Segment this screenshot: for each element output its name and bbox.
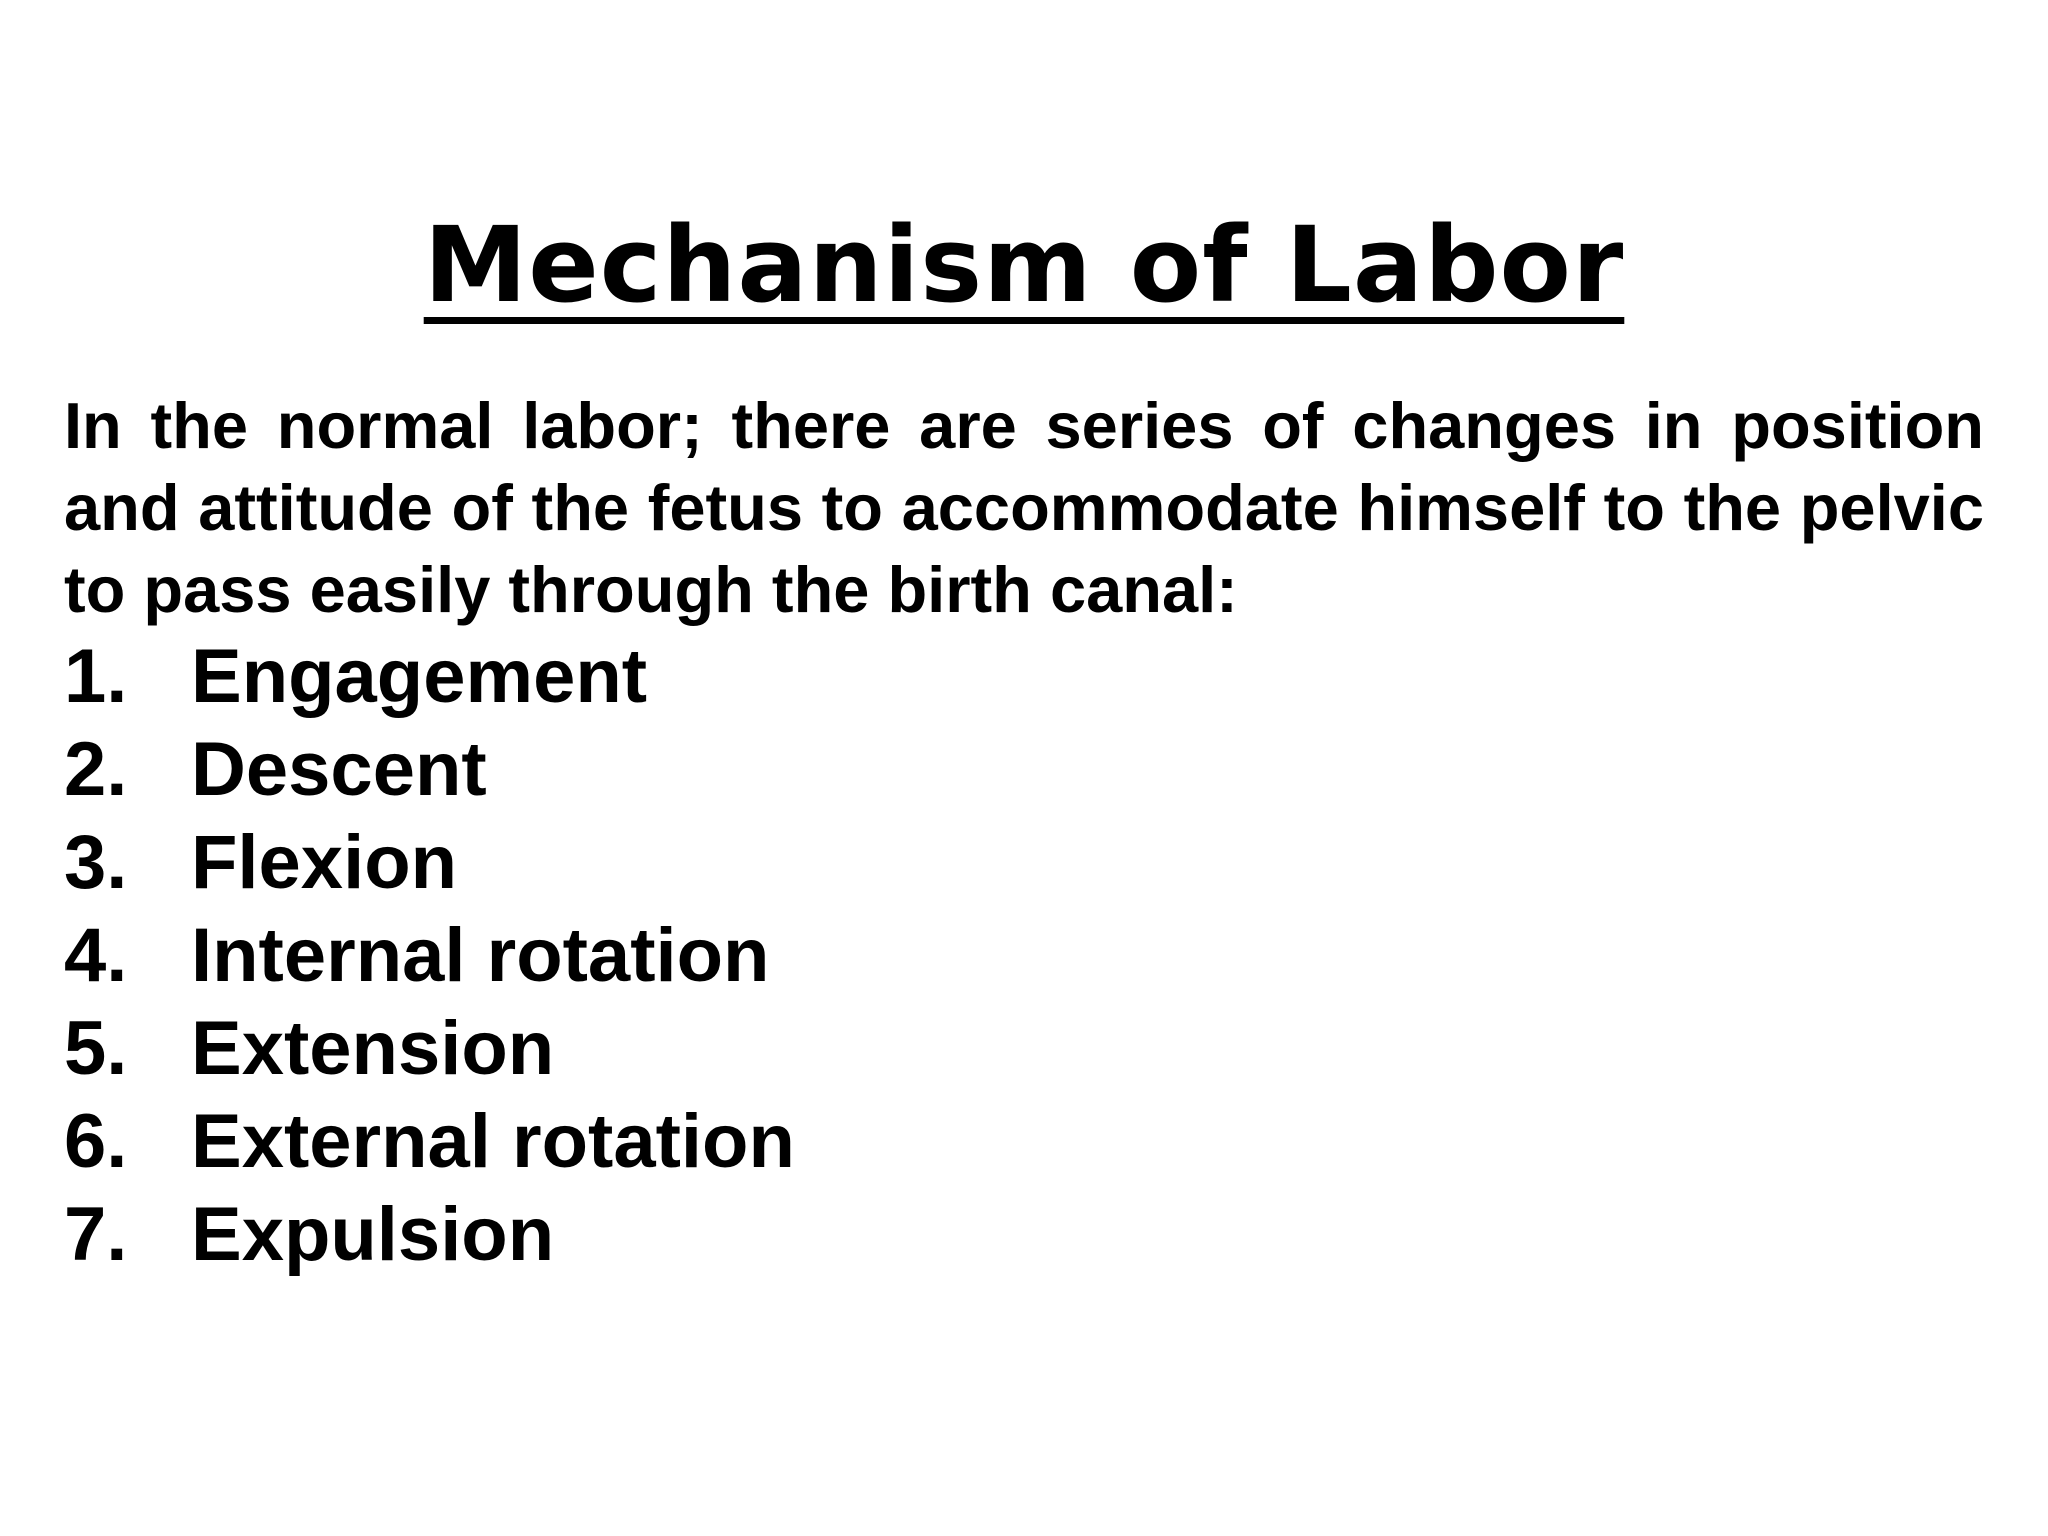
list-item bbox=[64, 909, 1964, 1002]
step-label: Flexion bbox=[191, 820, 458, 905]
mechanism-steps-list bbox=[64, 630, 1964, 1281]
list-item bbox=[64, 630, 1964, 723]
list-item bbox=[64, 723, 1964, 816]
step-label: Engagement bbox=[191, 634, 648, 719]
step-number: 6. bbox=[64, 1099, 128, 1184]
step-number: 7. bbox=[64, 1192, 128, 1277]
list-item bbox=[64, 1188, 1964, 1281]
list-item bbox=[64, 816, 1964, 909]
step-number: 4. bbox=[64, 913, 128, 998]
slide-title-text: Mechanism of Labor bbox=[423, 204, 1625, 326]
step-number: 3. bbox=[64, 820, 128, 905]
step-number: 2. bbox=[64, 727, 128, 812]
step-label: Expulsion bbox=[191, 1192, 555, 1277]
step-number: 1. bbox=[64, 634, 128, 719]
step-number: 5. bbox=[64, 1006, 128, 1091]
list-item bbox=[64, 1095, 1964, 1188]
step-label: External rotation bbox=[191, 1099, 795, 1184]
step-label: Extension bbox=[191, 1006, 555, 1091]
slide-title bbox=[0, 205, 2048, 325]
step-label: Internal rotation bbox=[191, 913, 770, 998]
list-item bbox=[64, 1002, 1964, 1095]
step-label: Descent bbox=[191, 727, 487, 812]
intro-paragraph: In the normal labor; there are series of changes in position and attitude of the fetus to accommodate himself to the pelvic to pass easily through the birth canal: bbox=[64, 389, 1984, 626]
